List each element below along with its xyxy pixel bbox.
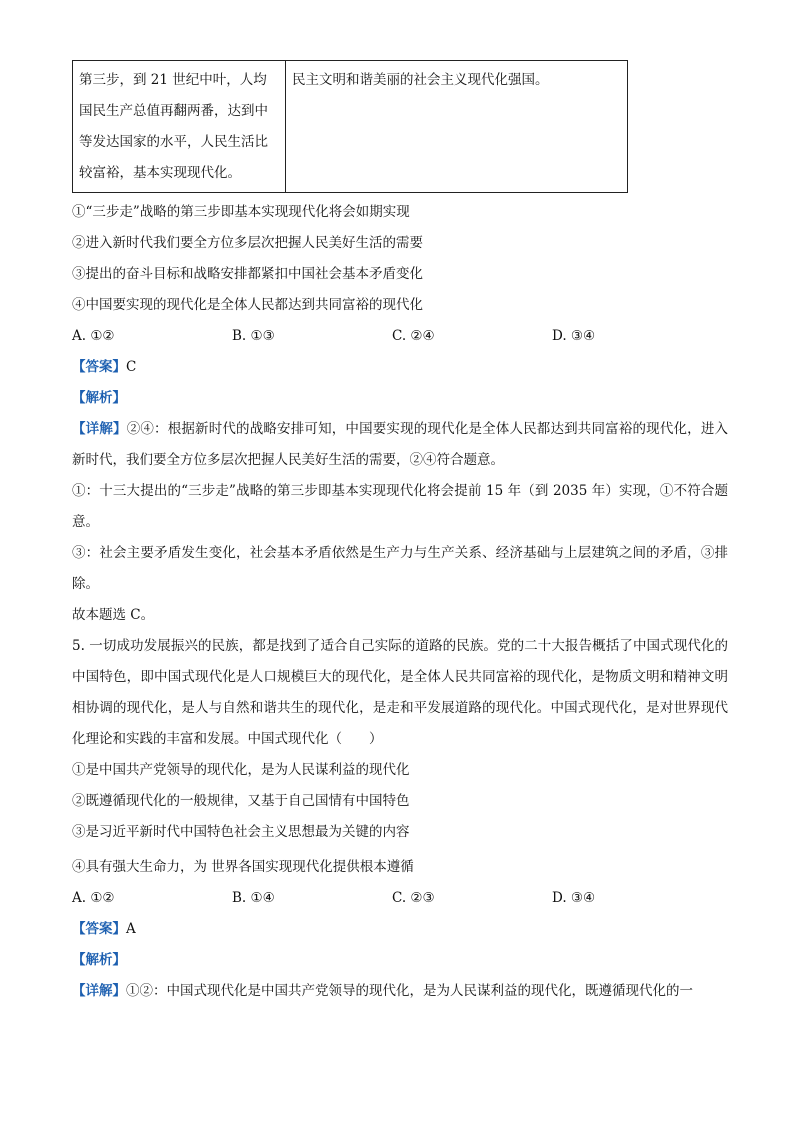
- q4-detail-3: ③：社会主要矛盾发生变化，社会基本矛盾依然是生产力与生产关系、经济基础与上层建筑之间的矛盾，③排除。: [72, 545, 728, 592]
- detail-tag: 【详解】: [72, 421, 127, 437]
- answer-value: C: [126, 359, 137, 375]
- list-item: ②既遵循现代化的一般规律，又基于自己国情有中国特色: [72, 793, 410, 809]
- option-b: B. ①③: [232, 328, 275, 344]
- option-d: D. ③④: [552, 328, 596, 344]
- q4-analysis: [72, 383, 728, 414]
- table-cell-right: 民主文明和谐美丽的社会主义现代化强国。: [286, 61, 628, 193]
- q4-detail-2: ①：十三大提出的“三步走”战略的第三步即基本实现现代化将会提前 15 年（到 2035 年）实现，①不符合题意。: [72, 483, 728, 530]
- table-row: [73, 61, 628, 193]
- list-item: ②进入新时代我们要全方位多层次把握人民美好生活的需要: [72, 235, 423, 251]
- q5-answer: [72, 914, 728, 945]
- answer-tag: 【答案】: [72, 921, 126, 937]
- strategy-table: [72, 60, 628, 193]
- q4-items: [72, 197, 728, 321]
- q5-items: [72, 755, 728, 883]
- option-d: D. ③④: [552, 890, 596, 906]
- q5-analysis: [72, 945, 728, 976]
- option-c: C. ②④: [392, 328, 435, 344]
- list-item: ①是中国共产党领导的现代化，是为人民谋利益的现代化: [72, 762, 410, 778]
- list-item: ③提出的奋斗目标和战略安排都紧扣中国社会基本矛盾变化: [72, 266, 423, 282]
- detail-text: ①②：中国式现代化是中国共产党领导的现代化，是为人民谋利益的现代化，既遵循现代化的一: [126, 983, 693, 999]
- list-item: ④具有强大生命力，为 世界各国实现现代化提供根本遵循: [72, 859, 414, 875]
- answer-tag: 【答案】: [72, 359, 126, 375]
- option-a: A. ①②: [72, 890, 115, 906]
- detail-text: ②④：根据新时代的战略安排可知，中国要实现的现代化是全体人民都达到共同富裕的现代化，进入新时代，我们要全方位多层次把握人民美好生活的需要，②④符合题意。: [72, 421, 729, 468]
- detail-tag: 【详解】: [72, 983, 126, 999]
- answer-value: A: [126, 921, 136, 937]
- q5-stem: 5. 一切成功发展振兴的民族，都是找到了适合自己实际的道路的民族。党的二十大报告概括了中国式现代化的中国特色，即中国式现代化是人口规模巨大的现代化，是全体人民共同富裕的现代化，是物质文明和精神文明相协调的现代化，是人与自然和谐共生的现代化，是走和平发展道路的现代化。中国式现代化，是对世界现代化理论和实践的丰富和发展。中国式现代化（ ）: [72, 638, 728, 747]
- table-cell-left: 第三步，到 21 世纪中叶，人均国民生产总值再翻两番，达到中等发达国家的水平，人民生活比较富裕，基本实现现代化。: [73, 61, 286, 193]
- q4-conclusion: 故本题选 C。: [72, 607, 155, 623]
- list-item: ①“三步走”战略的第三步即基本实现现代化将会如期实现: [72, 204, 410, 220]
- q4-answer: [72, 352, 728, 383]
- list-item: ④中国要实现的现代化是全体人民都达到共同富裕的现代化: [72, 297, 423, 313]
- q4-options: [72, 321, 728, 352]
- list-item: ③是习近平新时代中国特色社会主义思想最为关键的内容: [72, 824, 410, 840]
- analysis-tag: 【解析】: [72, 390, 126, 406]
- option-c: C. ②③: [392, 890, 435, 906]
- q5-options: [72, 883, 728, 914]
- option-a: A. ①②: [72, 328, 115, 344]
- q5-detail-1: [72, 976, 728, 1007]
- q4-detail-1: [72, 414, 728, 476]
- analysis-tag: 【解析】: [72, 952, 126, 968]
- option-b: B. ①④: [232, 890, 275, 906]
- document-page: [72, 60, 728, 1007]
